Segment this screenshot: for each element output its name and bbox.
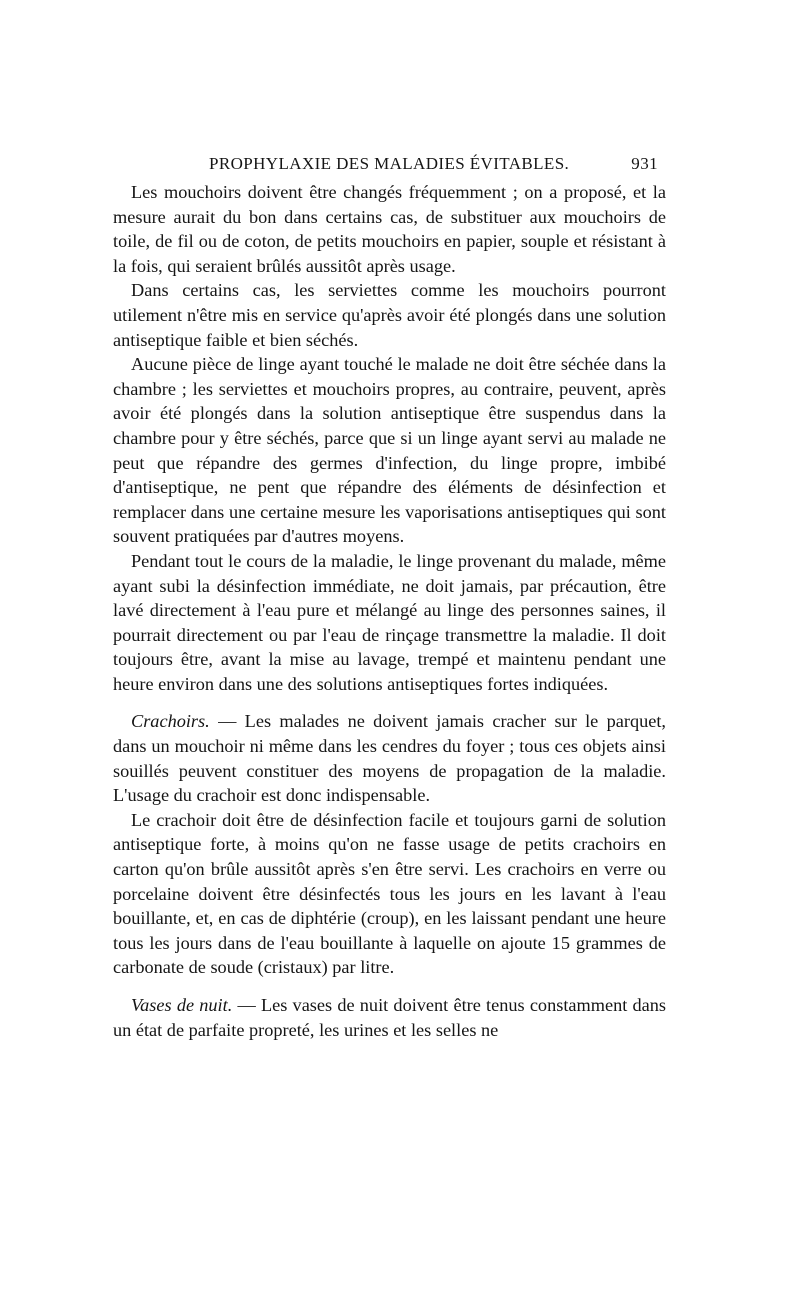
paragraph-spittoon-cleaning: Le crachoir doit être de désinfection facile et toujours garni de solution antiseptique forte, à moins qu'on ne fasse usage de petits crachoirs en carton qu'on brûle aussitôt après s'en être servi. Les crachoirs en verre ou porcelaine doivent être désinfectés tous les jours en les lavant à l'eau bouillante, et, en cas de diphtérie (croup), en les laissant pendant une heure tous les jours dans de l'eau bouillante à laquelle on ajoute 15 grammes de carbonate de soude (cristaux) par litre.	[113, 809, 666, 978]
paragraph-handkerchiefs: Les mouchoirs doivent être changés fréquemment ; on a proposé, et la mesure aurait du bon dans certains cas, de substituer aux mouchoirs de toile, de fil ou de coton, de petits mouchoirs en papier, souple et résistant à la fois, qui seraient brûlés aussitôt après usage.	[113, 182, 666, 276]
section-spittoons	[113, 709, 666, 807]
paragraph-napkins: Dans certains cas, les serviettes comme les mouchoirs pourront utilement n'être mis en service qu'après avoir été plongés dans une solution antiseptique faible et bien séchés.	[113, 280, 666, 350]
book-page	[113, 150, 666, 1042]
running-title: PROPHYLAXIE DES MALADIES ÉVITABLES.	[209, 154, 570, 173]
section-chamber-pots	[113, 993, 666, 1042]
paragraph-drying-linen: Aucune pièce de linge ayant touché le malade ne doit être séchée dans la chambre ; les serviettes et mouchoirs propres, au contraire, peuvent, après avoir été plongés dans la solution antiseptique être suspendus dans la chambre pour y être séchés, parce que si un linge ayant servi au malade ne peut que répandre des germes d'infection, du linge propre, imbibé d'antiseptique, ne pent que répandre des éléments de désinfection et remplacer dans une certaine mesure les vaporisations antiseptiques qui sont souvent pratiquées par d'autres moyens.	[113, 354, 666, 547]
section-title-spittoons: Crachoirs.	[131, 711, 210, 732]
section-lead-chamber-pots: — Les vases de nuit doivent être tenus constamment dans un état de parfaite propreté, les urines et les selles ne	[113, 995, 667, 1040]
section-lead-spittoons: — Les malades ne doivent jamais cracher sur le parquet, dans un mouchoir ni même dans les cendres du foyer ; tous ces objets ainsi souillés peuvent constituer des moyens de propagation de la maladie. L'usage du crachoir est donc indispensable.	[113, 711, 666, 806]
section-title-chamber-pots: Vases de nuit.	[131, 995, 233, 1015]
page-number: 931	[631, 154, 658, 173]
paragraph-washing-linen: Pendant tout le cours de la maladie, le linge provenant du malade, même ayant subi la désinfection immédiate, ne doit jamais, par précaution, être lavé directement à l'eau pure et mélangé au linge des personnes saines, il pourrait directement ou par l'eau de rinçage transmettre la maladie. Il doit toujours être, avant la mise au lavage, trempé et maintenu pendant une heure environ dans une des solutions antiseptiques fortes indiquées.	[113, 550, 666, 694]
running-head	[113, 150, 666, 180]
